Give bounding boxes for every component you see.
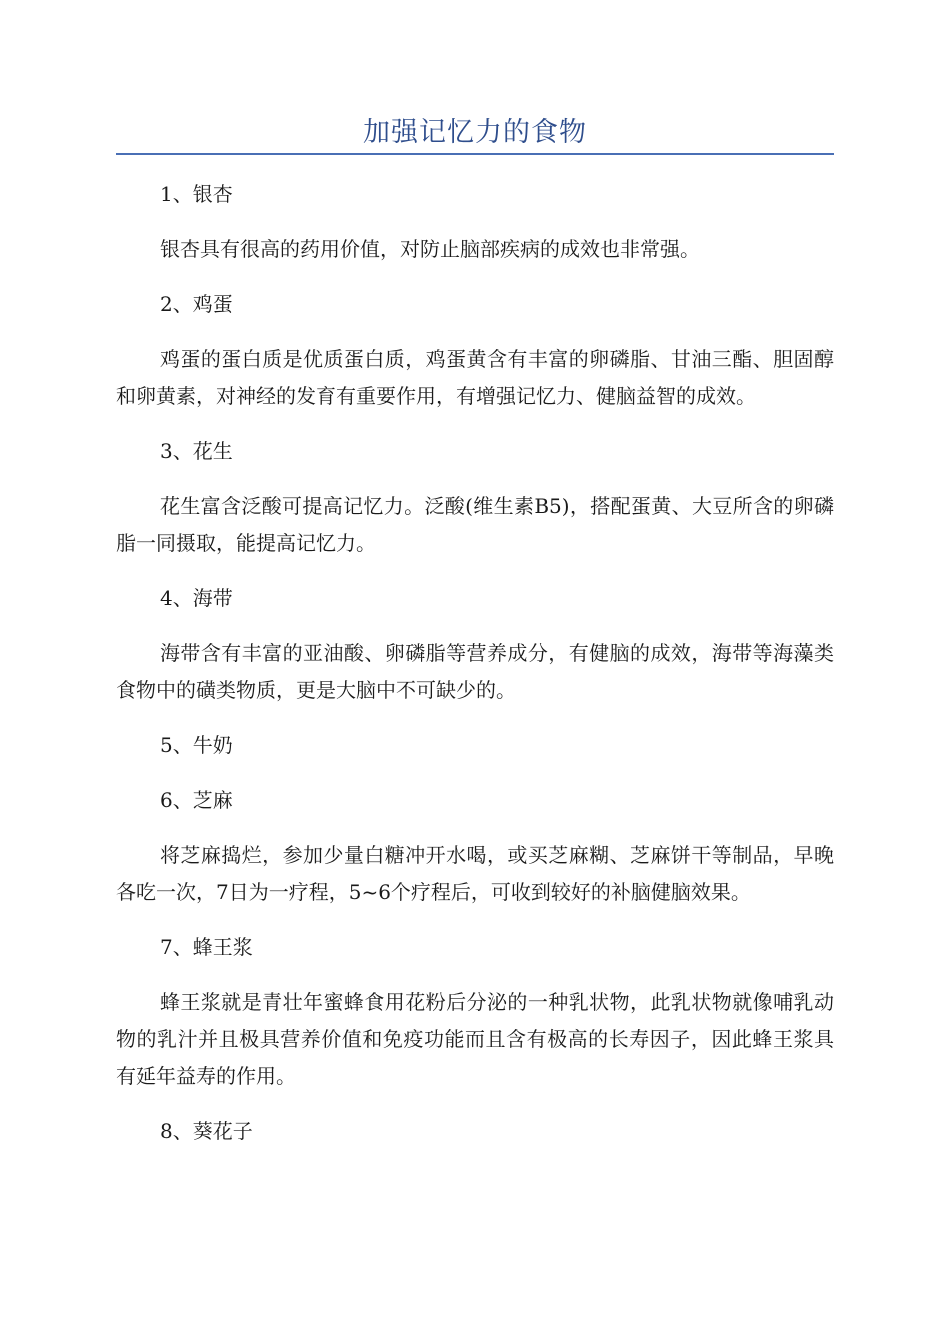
paragraph-royal-jelly: 蜂王浆就是青壮年蜜蜂食用花粉后分泌的一种乳状物，此乳状物就像哺乳动物的乳汁并且极具营养价值和免疫功能而且含有极高的长寿因子，因此蜂王浆具有延年益寿的作用。	[116, 990, 834, 1088]
heading-sesame: 6、芝麻	[160, 788, 233, 812]
paragraph-sesame: 将芝麻捣烂，参加少量白糖冲开水喝，或买芝麻糊、芝麻饼干等制品，早晚各吃一次，7日为一疗程，5~6个疗程后，可收到较好的补脑健脑效果。	[116, 843, 834, 904]
page-title: 加强记忆力的食物	[363, 117, 587, 148]
title-underline	[116, 153, 834, 155]
heading-kelp: 4、海带	[160, 586, 233, 610]
heading-ginkgo: 1、银杏	[160, 182, 233, 206]
heading-royal-jelly: 7、蜂王浆	[160, 935, 253, 959]
heading-milk: 5、牛奶	[160, 733, 233, 757]
paragraph-kelp: 海带含有丰富的亚油酸、卵磷脂等营养成分，有健脑的成效，海带等海藻类食物中的磺类物质，更是大脑中不可缺少的。	[116, 641, 834, 702]
paragraph-peanut: 花生富含泛酸可提高记忆力。泛酸(维生素B5)，搭配蛋黄、大豆所含的卵磷脂一同摄取，能提高记忆力。	[116, 494, 834, 555]
heading-egg: 2、鸡蛋	[160, 292, 233, 316]
heading-peanut: 3、花生	[160, 439, 233, 463]
paragraph-ginkgo: 银杏具有很高的药用价值，对防止脑部疾病的成效也非常强。	[160, 237, 700, 261]
paragraph-egg: 鸡蛋的蛋白质是优质蛋白质，鸡蛋黄含有丰富的卵磷脂、甘油三酯、胆固醇和卵黄素，对神经的发育有重要作用，有增强记忆力、健脑益智的成效。	[116, 347, 834, 408]
heading-sunflower-seeds: 8、葵花子	[160, 1119, 253, 1143]
document-page	[116, 0, 834, 1344]
document-body	[116, 176, 834, 1168]
